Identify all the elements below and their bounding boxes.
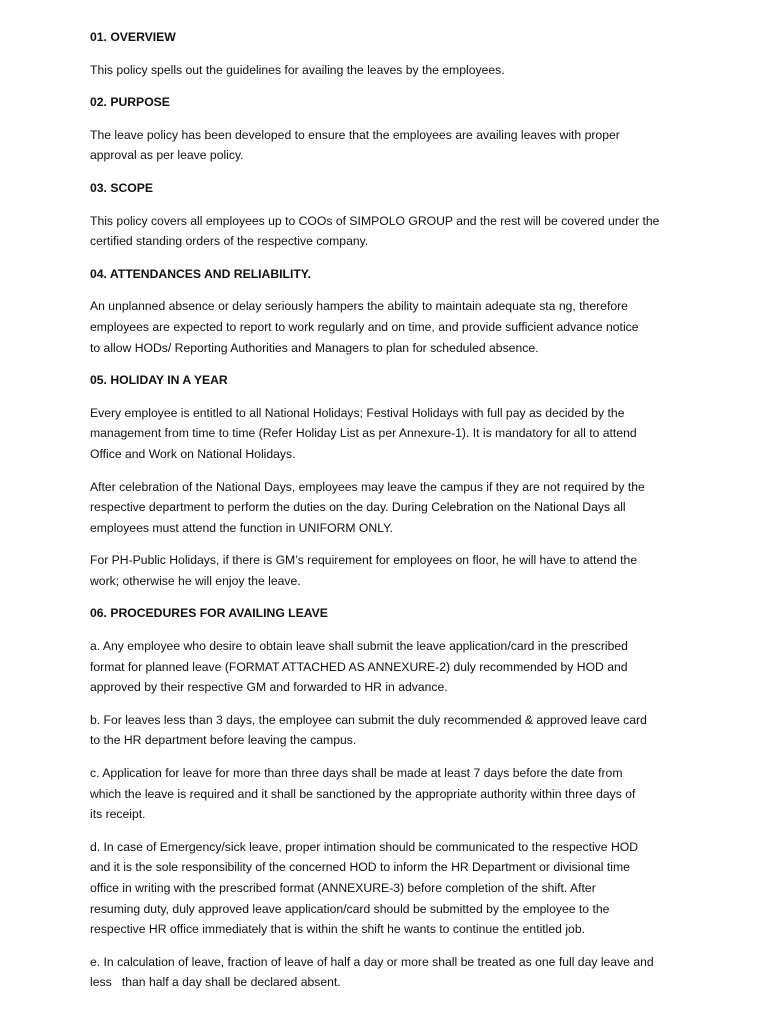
- section-paragraph: [90, 763, 680, 825]
- paragraph-line: The leave policy has been developed to ensure that the employees are availing leaves with proper: [90, 127, 620, 142]
- section-paragraph: [90, 403, 680, 465]
- paragraph-line: management from time to time (Refer Holiday List as per Annexure-1). It is mandatory for all to attend: [90, 426, 637, 441]
- section-paragraph: [90, 211, 680, 252]
- paragraph-line: approval as per leave policy.: [90, 148, 244, 163]
- document-page: [90, 27, 680, 1005]
- paragraph-line: office in writing with the prescribed format (ANNEXURE-3) before completion of the shift. After: [90, 881, 596, 895]
- paragraph-line: its receipt.: [90, 807, 146, 822]
- paragraph-line: This policy covers all employees up to COOs of SIMPOLO GROUP and the rest will be covered under the: [90, 213, 660, 228]
- section-paragraph: [90, 952, 680, 993]
- section-paragraph: [90, 296, 680, 358]
- paragraph-line: Every employee is entitled to all National Holidays; Festival Holidays with full pay as decided by the: [90, 405, 625, 420]
- paragraph-line: work; otherwise he will enjoy the leave.: [90, 573, 301, 588]
- section-paragraph: [90, 837, 680, 940]
- paragraph-line: to the HR department before leaving the campus.: [90, 733, 357, 748]
- paragraph-line: Office and Work on National Holidays.: [90, 446, 296, 461]
- paragraph-line: employees must attend the function in UNIFORM ONLY.: [90, 520, 394, 535]
- paragraph-line: An unplanned absence or delay seriously hampers the ability to maintain adequate sta ng, therefore: [90, 299, 628, 314]
- paragraph-line: approved by their respective GM and forwarded to HR in advance.: [90, 680, 448, 695]
- paragraph-line: e. In calculation of leave, fraction of leave of half a day or more shall be treated as one full day leave and: [90, 954, 654, 969]
- section-heading: 04. ATTENDANCES AND RELIABILITY.: [90, 266, 311, 281]
- section-heading: 02. PURPOSE: [90, 95, 170, 110]
- section-paragraph: [90, 125, 680, 166]
- section-paragraph: [90, 710, 680, 751]
- section-paragraph: [90, 636, 680, 698]
- paragraph-line: and it is the sole responsibility of the concerned HOD to inform the HR Department or divisional time: [90, 860, 630, 875]
- section-paragraph: [90, 550, 680, 591]
- paragraph-line: to allow HODs/ Reporting Authorities and Managers to plan for scheduled absence.: [90, 340, 539, 355]
- paragraph-line: less than half a day shall be declared absent.: [90, 975, 341, 990]
- paragraph-line: After celebration of the National Days, employees may leave the campus if they are not required by the: [90, 479, 645, 494]
- paragraph-line: respective HR office immediately that is within the shift he wants to continue the entitled job.: [90, 922, 585, 937]
- paragraph-line: a. Any employee who desire to obtain leave shall submit the leave application/card in the prescribed: [90, 639, 628, 654]
- paragraph-line: format for planned leave (FORMAT ATTACHED AS ANNEXURE-2) duly recommended by HOD and: [90, 659, 628, 674]
- section-paragraph: [90, 60, 680, 81]
- section-heading: 03. SCOPE: [90, 180, 153, 195]
- paragraph-line: respective department to perform the duties on the day. During Celebration on the National Days all: [90, 500, 626, 515]
- paragraph-line: b. For leaves less than 3 days, the employee can submit the duly recommended & approved leave card: [90, 712, 647, 727]
- paragraph-line: d. In case of Emergency/sick leave, proper intimation should be communicated to the respective HOD: [90, 839, 639, 854]
- paragraph-line: employees are expected to report to work regularly and on time, and provide sufficient advance notice: [90, 319, 639, 334]
- section-heading: 05. HOLIDAY IN A YEAR: [90, 373, 228, 388]
- paragraph-line: which the leave is required and it shall be sanctioned by the appropriate authority within three days of: [90, 786, 636, 801]
- section-heading: 06. PROCEDURES FOR AVAILING LEAVE: [90, 606, 328, 621]
- paragraph-line: This policy spells out the guidelines for availing the leaves by the employees.: [90, 62, 505, 77]
- section-heading: 01. OVERVIEW: [90, 30, 176, 44]
- paragraph-line: certified standing orders of the respective company.: [90, 234, 369, 249]
- paragraph-line: resuming duty, duly approved leave application/card should be submitted by the employee to the: [90, 901, 610, 916]
- section-paragraph: [90, 477, 680, 539]
- paragraph-line: For PH-Public Holidays, if there is GM’s requirement for employees on floor, he will have to attend the: [90, 553, 638, 568]
- paragraph-line: c. Application for leave for more than three days shall be made at least 7 days before the date from: [90, 766, 623, 781]
